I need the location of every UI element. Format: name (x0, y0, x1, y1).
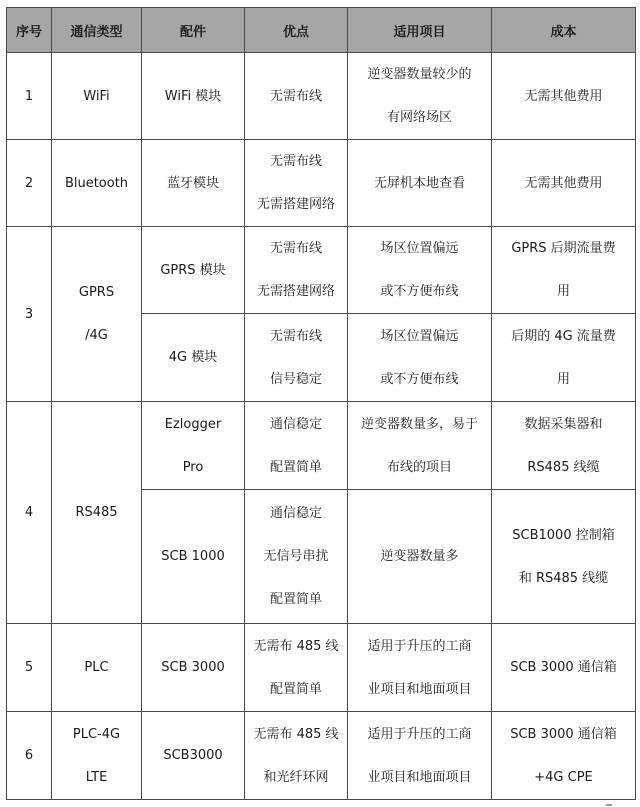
pros-cell (245, 140, 348, 227)
type-cell-line: PLC-4G (72, 726, 121, 742)
pros-cell-line: 配置简单 (269, 681, 322, 697)
cost-cell-line: 无需其他费用 (524, 175, 603, 191)
pros-cell (245, 227, 348, 314)
pros-cell (245, 712, 348, 800)
part-cell-line: Pro (182, 459, 204, 475)
page-corner-mark (606, 804, 612, 806)
pros-cell-line: 无需布线 (269, 154, 322, 169)
cost-cell-line: SCB 3000 通信箱 (510, 726, 617, 742)
row-no-cell: 1 (7, 53, 52, 140)
project-cell-line: 场区位置偏远 (380, 241, 459, 256)
project-cell-line: 逆变器数量多 (380, 549, 459, 564)
part-cell-line: 4G 模块 (168, 350, 218, 365)
header-no: 序号 (7, 8, 52, 53)
pros-cell-line: 无需布线 (269, 328, 322, 344)
pros-cell (245, 402, 348, 490)
project-cell-line: 逆变器数量较少的 (367, 67, 472, 82)
part-cell (142, 314, 245, 402)
pros-cell-line: 无需布 485 线 (253, 638, 339, 654)
part-cell (142, 712, 245, 800)
part-cell (142, 53, 245, 140)
pros-cell (245, 314, 348, 402)
cost-cell-line: 用 (556, 284, 570, 299)
part-cell (142, 227, 245, 314)
part-cell (142, 140, 245, 227)
project-cell-line: 适用于升压的工商 (367, 638, 472, 654)
type-cell (52, 402, 142, 624)
pros-cell-line: 无需布 485 线 (253, 726, 339, 742)
project-cell (348, 314, 492, 402)
project-cell (348, 402, 492, 490)
type-cell (52, 712, 142, 800)
table-row (7, 712, 636, 800)
cost-cell (492, 490, 636, 624)
type-cell-line: Bluetooth (64, 175, 129, 191)
pros-cell-line: 无需布线 (269, 88, 322, 104)
cost-cell (492, 402, 636, 490)
pros-cell-line: 信号稳定 (269, 371, 322, 387)
cost-cell (492, 227, 636, 314)
cost-cell-line: GPRS 后期流量费 (511, 241, 616, 256)
cost-cell (492, 314, 636, 402)
project-cell-line: 业项目和地面项目 (367, 769, 472, 785)
pros-cell-line: 无需搭建网络 (256, 197, 335, 212)
type-cell-line: LTE (85, 769, 108, 785)
header-cost: 成本 (492, 8, 636, 53)
part-cell-line: SCB3000 (163, 748, 223, 763)
project-cell (348, 624, 492, 712)
project-cell-line: 适用于升压的工商 (367, 726, 472, 742)
table-row (7, 624, 636, 712)
row-no-cell: 5 (7, 624, 52, 712)
pros-cell-line: 通信稳定 (269, 416, 322, 432)
project-cell (348, 490, 492, 624)
project-cell (348, 712, 492, 800)
project-cell-line: 布线的项目 (386, 459, 452, 475)
project-cell-line: 或不方便布线 (380, 371, 459, 387)
cost-cell (492, 53, 636, 140)
cost-cell-line: +4G CPE (534, 769, 593, 785)
part-cell (142, 402, 245, 490)
cost-cell (492, 712, 636, 800)
cost-cell-line: 和 RS485 线缆 (518, 570, 609, 586)
type-cell (52, 227, 142, 402)
header-row (7, 8, 636, 53)
row-no-cell: 4 (7, 402, 52, 624)
header-project: 适用项目 (348, 8, 492, 53)
header-pros: 优点 (245, 8, 348, 53)
pros-cell-line: 无需搭建网络 (256, 284, 335, 299)
project-cell-line: 有网络场区 (386, 110, 452, 125)
pros-cell (245, 53, 348, 140)
pros-cell (245, 490, 348, 624)
cost-cell-line: 后期的 4G 流量费 (511, 328, 616, 344)
part-cell (142, 624, 245, 712)
part-cell-line: WiFi 模块 (164, 88, 222, 104)
type-cell-line: PLC (84, 660, 109, 675)
cost-cell-line: 无需其他费用 (524, 88, 603, 104)
project-cell-line: 场区位置偏远 (380, 328, 459, 344)
cost-cell-line: SCB1000 控制箱 (512, 527, 615, 543)
cost-cell-line: RS485 线缆 (527, 459, 600, 475)
project-cell-line: 业项目和地面项目 (367, 681, 472, 697)
type-cell (52, 624, 142, 712)
header-type: 通信类型 (52, 8, 142, 53)
row-no-cell: 2 (7, 140, 52, 227)
project-cell-line: 逆变器数量多，易于 (360, 416, 478, 432)
pros-cell-line: 配置简单 (269, 459, 322, 475)
row-no-cell: 6 (7, 712, 52, 800)
table-row (7, 53, 636, 140)
part-cell (142, 490, 245, 624)
pros-cell (245, 624, 348, 712)
table-row (7, 227, 636, 314)
part-cell-line: SCB 1000 (161, 549, 225, 564)
cost-cell (492, 624, 636, 712)
pros-cell-line: 配置简单 (269, 592, 322, 607)
pros-cell-line: 无信号串扰 (263, 549, 329, 564)
communication-table (6, 7, 636, 800)
type-cell (52, 53, 142, 140)
part-cell-line: Ezlogger (164, 416, 222, 432)
cost-cell-line: SCB 3000 通信箱 (510, 660, 617, 675)
part-cell-line: GPRS 模块 (160, 262, 226, 278)
row-no-cell: 3 (7, 227, 52, 402)
cost-cell-line: 数据采集器和 (524, 416, 603, 432)
type-cell-line: GPRS (78, 285, 115, 300)
cost-cell (492, 140, 636, 227)
table-row (7, 140, 636, 227)
type-cell-line: /4G (85, 328, 108, 343)
project-cell (348, 53, 492, 140)
pros-cell-line: 无需布线 (269, 241, 322, 256)
part-cell-line: SCB 3000 (161, 660, 225, 675)
project-cell (348, 140, 492, 227)
project-cell (348, 227, 492, 314)
part-cell-line: 蓝牙模块 (166, 175, 219, 191)
cost-cell-line: 用 (556, 371, 570, 387)
pros-cell-line: 和光纤环网 (263, 769, 329, 785)
header-part: 配件 (142, 8, 245, 53)
table-row (7, 402, 636, 490)
type-cell (52, 140, 142, 227)
project-cell-line: 无屏机本地查看 (373, 175, 465, 191)
project-cell-line: 或不方便布线 (380, 284, 459, 299)
pros-cell-line: 通信稳定 (269, 506, 322, 521)
type-cell-line: RS485 (75, 505, 118, 520)
type-cell-line: WiFi (83, 88, 110, 104)
